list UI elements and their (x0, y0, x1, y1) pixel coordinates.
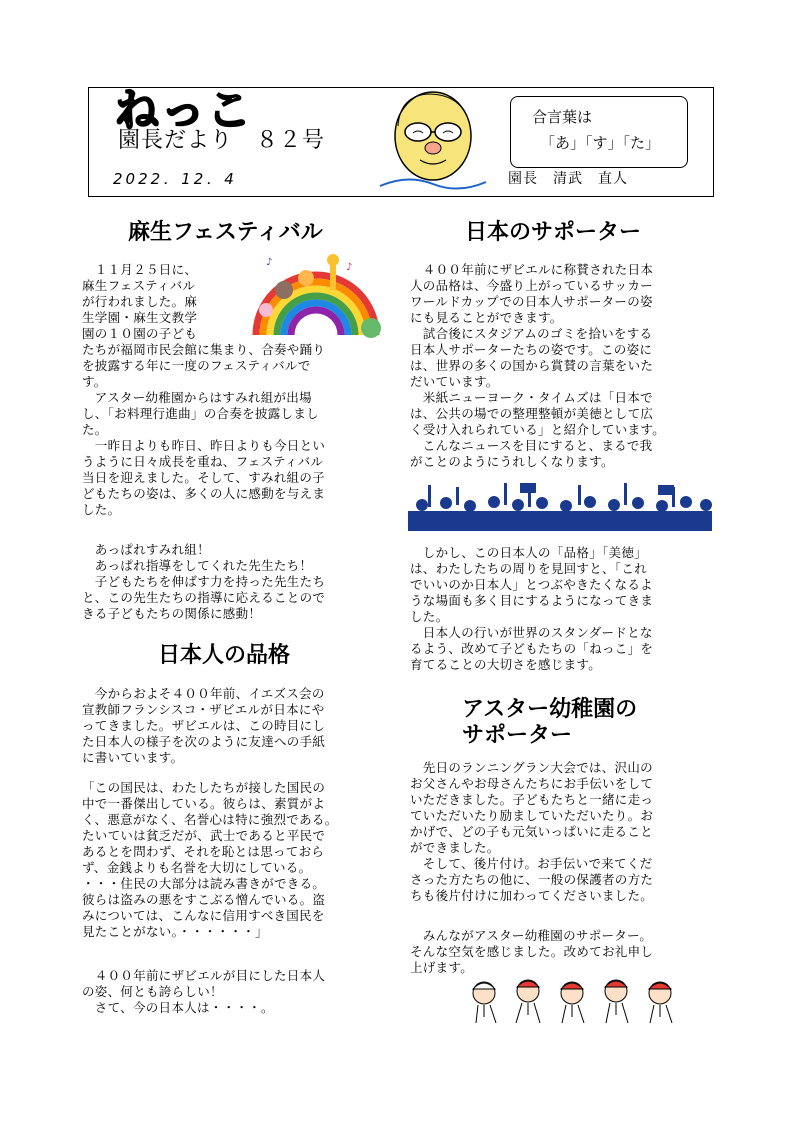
newsletter-title: ねっこ (115, 85, 253, 136)
heading-asou-festival: 麻生フェスティバル (128, 220, 323, 245)
dignity-paragraph-1: 今からおよそ４００年前、イエズス会の 宣教師フランシスコ・ザビエルが日本にや ってきました。ザビエルは、この時目にし た日本人の様子を次のように友達への手紙 に書いています。 (82, 686, 326, 765)
svg-text:♪: ♪ (346, 262, 353, 273)
issue-date: 2022．12．4 (113, 170, 237, 188)
cheering-crowd-silhouette (408, 483, 712, 531)
xavier-quote: 「この国民は、わたしたちが接した国民の 中で一番傑出している。彼らは、素質がよ く、悪意がなく、名誉心は特に強烈である。 たいていは貧乏だが、武士であると平民で あるとを問わず、それを恥とは思っておら ず、金銭よりも名誉を大切にしている。 ・・・住民の大部分は読み書きができる。 彼らは盗みの悪をすこぶる憎んでいる。盗 みについては、こんなに信用すべき国民を 見たことがない。・・・・・・」 (82, 780, 338, 939)
dignity-paragraph-2: ４００年前にザビエルが目にした日本人 の姿、何とも誇らしい！ さて、今の日本人は・・・・。 (82, 968, 326, 1015)
aster-paragraph-2: みんながアスター幼稚園のサポーター。 そんな空気を感じました。改めてお礼申し 上げます。 (410, 928, 654, 975)
svg-text:♪: ♪ (266, 257, 273, 268)
festival-paragraph-1: １１月２５日に、 麻生フェスティバル が行われました。麻 生学園・麻生文教学 園の１０園の子ども たちが福岡市民会館に集まり、合奏や踊り を披露する年に一度のフェスティバルで す。 アスター幼稚園からはすみれ組が出場 し、「お料理行進曲」の合奏を披露しまし た。 一昨日よりも昨日、昨日よりも今日とい うように日々成長を重ね、フェスティバル 当日を迎えました。そして、すみれ組の子 どもたちの姿は、多くの人に感動を与えま した。 (82, 262, 326, 517)
heading-japan-supporters: 日本のサポーター (465, 220, 642, 245)
newsletter-subtitle: 園長だより ８２号 (118, 128, 326, 153)
motto-label: 合言葉は (532, 108, 593, 126)
principal-face-illustration (378, 86, 488, 206)
supporters-paragraph-1: ４００年前にザビエルに称賛された日本 人の品格は、今盛り上がっているサッカー ワールドカップでの日本人サポーターの姿 にも見ることができます。 試合後にスタジアムのゴミを拾いをする 日本人サポーターたちの姿です。この姿に は、世界の多くの国から賞賛の言葉をいた だいています。 米紙ニューヨーク・タイムズは「日本で は、公共の場での整理整頓が美徳として広 く受け入れられている」と紹介しています。 こんなニュースを目にすると、まるで我 がことのようにうれしくなります。 (410, 262, 666, 469)
principal-name: 園長 清武 直人 (508, 171, 628, 187)
heading-japanese-dignity: 日本人の品格 (158, 643, 291, 668)
running-children-illustration (466, 975, 680, 1035)
supporters-paragraph-2: しかし、この日本人の「品格」「美徳」 は、わたしたちの周りを見回すと、「これ でいいのか日本人」とつぶやきたくなるよ うな場面も多く目にするようになってきま した。 日本人の行いが世界のスタンダードとな るよう、改めて子どもたちの「ねっこ」を 育てることの大切さを感じます。 (410, 545, 654, 672)
aster-paragraph-1: 先日のランニングラン大会では、沢山の お父さんやお母さんたちにお手伝いをして いただきました。子どもたちと一緒に走っ ていただいたり励ましていただいたり。お かげで、どの子も元気いっぱいに走ること ができました。 そして、後片付け。お手伝いで来てくだ さった方たちの他に、一般の保護者の方た ちも後片付けに加わってくださいました。 (410, 760, 654, 903)
festival-paragraph-2: あっぱれすみれ組！ あっぱれ指導をしてくれた先生たち！ 子どもたちを伸ばす力を持った先生たち と、この先生たちの指導に応えることので きる子どもたちの関係に感動！ (82, 542, 326, 621)
heading-aster-supporters-line2: サポーター (462, 723, 573, 748)
motto-words: 「あ」「す」「た」 (540, 134, 661, 152)
heading-aster-supporters-line1: アスター幼稚園の (462, 697, 638, 722)
